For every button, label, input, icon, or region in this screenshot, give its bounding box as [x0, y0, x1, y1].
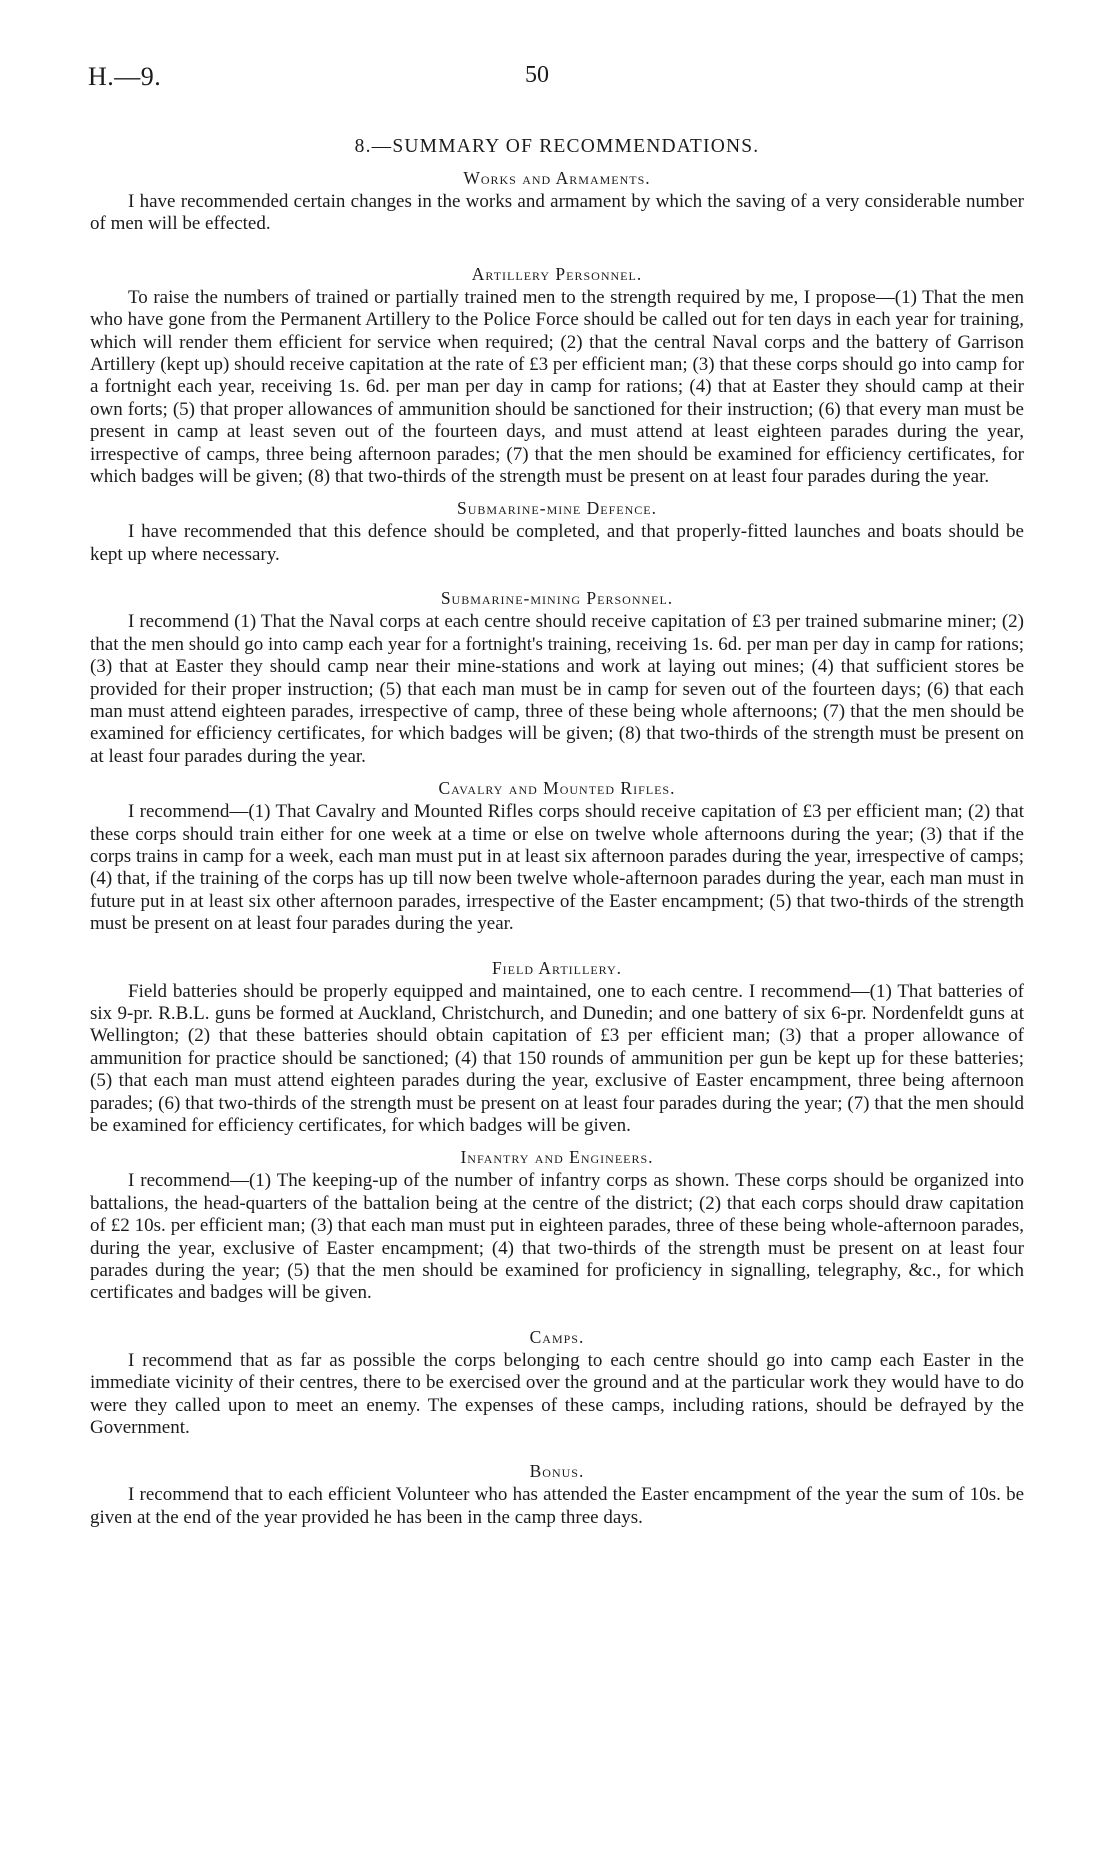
section-paragraph: I recommend that as far as possible the corps belonging to each centre should go into camp each Easter in the immediate vicinity of their centres, there to be exercised over the ground and at the particular work they would have to do were they called upon to meet an enemy. The expenses of these camps, including rations, should be defrayed by the Government.: [90, 1349, 1024, 1439]
section-paragraph: I have recommended certain changes in the works and armament by which the saving of a very considerable number of men will be effected.: [90, 191, 1024, 235]
page-number: 50: [525, 62, 549, 88]
section-heading: Submarine-mine Defence.: [457, 498, 657, 519]
section-cavalry-and-mounted-rifles: [90, 778, 1024, 935]
section-paragraph: I have recommended that this defence should be completed, and that properly-fitted launches and boats should be kept up where necessary.: [90, 521, 1024, 565]
section-paragraph: I recommend—(1) That Cavalry and Mounted Rifles corps should receive capitation of £3 per efficient man; (2) that these corps should train either for one week at a time or else on twelve whole afternoons during the year; (3) that if the corps trains in camp for a week, each man must put in at least six afternoon parades during the year, irrespective of camps; (4) that, if the training of the corps has up till now been twelve whole-afternoon parades during the year, each man must in future put in at least six other afternoon parades, irrespective of the Easter encampment; (5) that two-thirds of the strength must be present on at least four parades during the year.: [90, 801, 1024, 935]
section-camps: [90, 1327, 1024, 1440]
section-heading: Works and Armaments.: [463, 168, 651, 188]
section-field-artillery: [90, 958, 1024, 1138]
section-heading: Bonus.: [529, 1461, 585, 1482]
document-code: H.—9.: [88, 62, 162, 91]
page-header: [88, 62, 1026, 102]
section-paragraph: I recommend—(1) The keeping-up of the number of infantry corps as shown. These corps should be organized into battalions, the head-quarters of the battalion being at the centre of the district; (2) that each corps should draw capitation of £2 10s. per efficient man; (3) that each man must put in eighteen parades, three of these being whole-afternoon parades, during the year, exclusive of Easter encampment; (4) that two-thirds of the strength must be present on at least four parades during the year; (5) that the men should be examined for proficiency in signalling, telegraphy, &c., for which certificates and badges will be given.: [90, 1170, 1024, 1304]
section-bonus: [90, 1461, 1024, 1529]
section-heading: Cavalry and Mounted Rifles.: [438, 778, 676, 799]
section-paragraph: I recommend that to each efficient Volunteer who has attended the Easter encampment of the year the sum of 10s. be given at the end of the year provided he has been in the camp three days.: [90, 1484, 1024, 1528]
page-content: [90, 136, 1024, 1529]
section-paragraph: To raise the numbers of trained or partially trained men to the strength required by me, I propose—(1) That the men who have gone from the Permanent Artillery to the Police Force should be called out for ten days in each year for training, which will render them efficient for service when required; (2) that the central Naval corps and the battery of Garrison Artillery (kept up) should receive capitation at the rate of £3 per efficient man; (3) that these corps should go into camp for a fortnight each year, receiving 1s. 6d. per man per day in camp for rations; (4) that at Easter they should camp at their own forts; (5) that proper allowances of ammunition should be sanctioned for their instruction; (6) that every man must be present in camp at least seven out of the fourteen days, and must attend at least eighteen parades during the year, irrespective of camps, three being afternoon parades; (7) that the men should be examined for efficiency certificates, for which badges will be given; (8) that two-thirds of the strength must be present on at least four parades during the year.: [90, 286, 1024, 488]
section-works-and-armaments: [90, 168, 1024, 236]
section-paragraph: Field batteries should be properly equipped and maintained, one to each centre. I recommend—(1) That batteries of six 9-pr. R.B.L. guns be formed at Auckland, Christchurch, and Dunedin; and one battery of six 6-pr. Nordenfeldt guns at Wellington; (2) that these batteries should obtain capitation of £3 per efficient man; (3) that a proper allowance of ammunition for practice should be sanctioned; (4) that 150 rounds of ammunition per gun be kept up for these batteries; (5) that each man must attend eighteen parades during the year, exclusive of Easter encampment, three being afternoon parades; (6) that two-thirds of the strength must be present on at least four parades during the year; (7) that the men should be examined for efficiency certificates, for which badges will be given.: [90, 980, 1024, 1136]
section-infantry-and-engineers: [90, 1147, 1024, 1304]
section-heading: Field Artillery.: [491, 957, 623, 978]
section-paragraph: I recommend (1) That the Naval corps at each centre should receive capitation of £3 per trained submarine miner; (2) that the men should go into camp each year for a fortnight's training, receiving 1s. 6d. per man per day in camp for rations; (3) that at Easter they should camp near their mine-stations and work at laying out mines; (4) that sufficient stores be provided for their proper instruction; (5) that each man must be in camp for seven out of the fourteen days; (6) that each man must attend eighteen parades, irrespective of camp, three of these being whole afternoons; (7) that the men should be examined for efficiency certificates, for which badges will be given; (8) that two-thirds of the strength must be present on at least four parades during the year.: [90, 611, 1024, 767]
section-submarine-mine-defence: [90, 498, 1024, 566]
section-heading: Camps.: [529, 1326, 585, 1347]
page-title: 8.—SUMMARY OF RECOMMENDATIONS.: [354, 136, 760, 157]
section-submarine-mining-personnel: [90, 588, 1024, 768]
section-heading: Artillery Personnel.: [471, 263, 643, 284]
section-heading: Infantry and Engineers.: [460, 1147, 654, 1168]
section-heading: Submarine-mining Personnel.: [440, 588, 674, 609]
section-artillery-personnel: [90, 264, 1024, 489]
